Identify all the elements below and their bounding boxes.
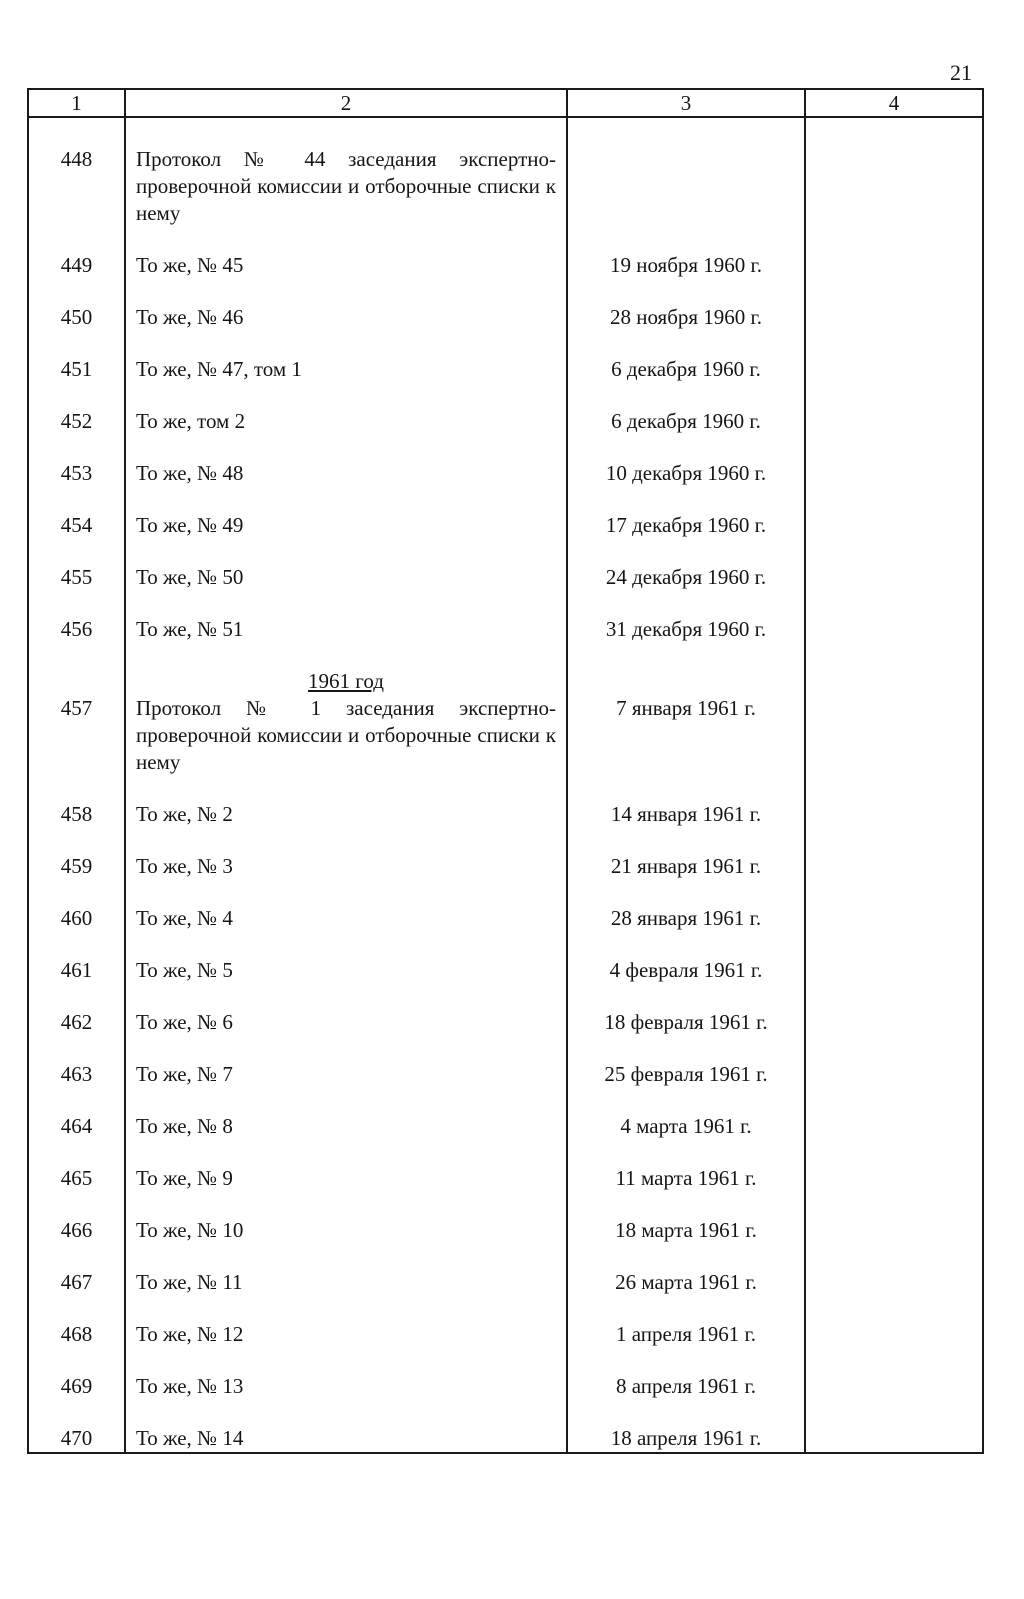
table-row [28, 460, 983, 512]
case-number: 453 [28, 460, 125, 512]
table-row [28, 1165, 983, 1217]
case-title-cell [125, 853, 567, 905]
case-date: 28 января 1961 г. [567, 905, 805, 957]
case-number: 449 [28, 252, 125, 304]
case-title: То же, № 13 [136, 1374, 244, 1398]
case-title: То же, № 10 [136, 1218, 244, 1242]
case-title: То же, № 2 [136, 802, 233, 826]
case-date: 1 апреля 1961 г. [567, 1321, 805, 1373]
case-number: 457 [28, 668, 125, 801]
case-title-cell [125, 252, 567, 304]
case-title: То же, № 14 [136, 1426, 244, 1450]
case-number: 462 [28, 1009, 125, 1061]
case-title-cell [125, 1165, 567, 1217]
case-note [805, 1009, 983, 1061]
case-title: То же, № 45 [136, 253, 244, 277]
year-heading: 1961 год [308, 669, 384, 693]
table-body [28, 117, 983, 1453]
table-row [28, 1061, 983, 1113]
case-title-cell [125, 356, 567, 408]
case-title: То же, том 2 [136, 409, 246, 433]
case-note [805, 408, 983, 460]
case-number: 459 [28, 853, 125, 905]
case-title-cell [125, 1217, 567, 1269]
case-title-cell [125, 905, 567, 957]
column-header-4: 4 [805, 89, 983, 117]
case-title-cell [125, 512, 567, 564]
case-title: То же, № 11 [136, 1270, 243, 1294]
case-number: 448 [28, 117, 125, 252]
table-row [28, 957, 983, 1009]
case-title: Протокол № 1 заседания экспертно-проверочной комиссии и отборочные списки к нему [136, 696, 556, 774]
case-note [805, 512, 983, 564]
case-date: 24 декабря 1960 г. [567, 564, 805, 616]
table-row [28, 616, 983, 668]
table-row [28, 1113, 983, 1165]
table-row [28, 801, 983, 853]
case-note [805, 1321, 983, 1373]
case-title-cell [125, 117, 567, 252]
case-number: 469 [28, 1373, 125, 1425]
case-number: 456 [28, 616, 125, 668]
archive-register-table [27, 88, 984, 1454]
case-date: 18 апреля 1961 г. [567, 1425, 805, 1453]
table-row [28, 1009, 983, 1061]
case-title: То же, № 6 [136, 1010, 233, 1034]
case-title-cell [125, 1269, 567, 1321]
case-date: 4 марта 1961 г. [567, 1113, 805, 1165]
case-number: 455 [28, 564, 125, 616]
case-note [805, 564, 983, 616]
table-row [28, 1373, 983, 1425]
case-title: То же, № 7 [136, 1062, 233, 1086]
case-note [805, 304, 983, 356]
case-title: То же, № 8 [136, 1114, 233, 1138]
column-header-2: 2 [125, 89, 567, 117]
case-title-cell [125, 1113, 567, 1165]
case-number: 470 [28, 1425, 125, 1453]
table-row [28, 1425, 983, 1453]
case-title: То же, № 5 [136, 958, 233, 982]
table-header [28, 89, 983, 117]
case-title: То же, № 50 [136, 565, 244, 589]
case-date: 25 февраля 1961 г. [567, 1061, 805, 1113]
case-title-cell [125, 564, 567, 616]
case-date: 4 февраля 1961 г. [567, 957, 805, 1009]
table-row [28, 356, 983, 408]
case-date: 6 декабря 1960 г. [567, 408, 805, 460]
table-row [28, 1217, 983, 1269]
case-note [805, 356, 983, 408]
table-row [28, 304, 983, 356]
case-title-cell [125, 1373, 567, 1425]
table-row [28, 1321, 983, 1373]
table-row [28, 564, 983, 616]
case-date: 28 ноября 1960 г. [567, 304, 805, 356]
table-row [28, 1269, 983, 1321]
case-date: 31 декабря 1960 г. [567, 616, 805, 668]
case-title: То же, № 47, том 1 [136, 357, 302, 381]
case-note [805, 1061, 983, 1113]
case-date: 11 марта 1961 г. [567, 1165, 805, 1217]
page-number: 21 [950, 60, 972, 85]
case-title-cell [125, 1425, 567, 1453]
case-number: 464 [28, 1113, 125, 1165]
case-number: 454 [28, 512, 125, 564]
case-number: 467 [28, 1269, 125, 1321]
case-date: 18 февраля 1961 г. [567, 1009, 805, 1061]
case-title: То же, № 4 [136, 906, 233, 930]
case-note [805, 853, 983, 905]
column-header-3: 3 [567, 89, 805, 117]
case-number: 452 [28, 408, 125, 460]
case-title-cell [125, 801, 567, 853]
case-title: То же, № 49 [136, 513, 244, 537]
case-note [805, 117, 983, 252]
case-note [805, 1269, 983, 1321]
case-title: То же, № 51 [136, 617, 244, 641]
case-date: 17 декабря 1960 г. [567, 512, 805, 564]
table-row [28, 117, 983, 252]
case-title-cell [125, 957, 567, 1009]
case-title: То же, № 12 [136, 1322, 244, 1346]
case-note [805, 801, 983, 853]
table-row [28, 408, 983, 460]
case-date: 21 января 1961 г. [567, 853, 805, 905]
case-number: 450 [28, 304, 125, 356]
case-note [805, 616, 983, 668]
table-row [28, 512, 983, 564]
case-number: 451 [28, 356, 125, 408]
case-date: 19 ноября 1960 г. [567, 252, 805, 304]
case-note [805, 252, 983, 304]
case-title-cell [125, 408, 567, 460]
case-date: 10 декабря 1960 г. [567, 460, 805, 512]
case-note [805, 905, 983, 957]
case-note [805, 1165, 983, 1217]
case-number: 468 [28, 1321, 125, 1373]
case-title-cell [125, 1009, 567, 1061]
case-number: 465 [28, 1165, 125, 1217]
case-date: 7 января 1961 г. [567, 668, 805, 801]
table-row [28, 668, 983, 801]
case-title: Протокол № 44 заседания экспертно-проверочной комиссии и отборочные списки к нему [136, 147, 556, 225]
case-date: 8 апреля 1961 г. [567, 1373, 805, 1425]
case-date: 18 марта 1961 г. [567, 1217, 805, 1269]
case-title-cell [125, 1061, 567, 1113]
case-note [805, 957, 983, 1009]
case-number: 458 [28, 801, 125, 853]
case-note [805, 1113, 983, 1165]
case-date: 14 января 1961 г. [567, 801, 805, 853]
column-header-1: 1 [28, 89, 125, 117]
case-title-cell [125, 460, 567, 512]
case-note [805, 1217, 983, 1269]
case-number: 461 [28, 957, 125, 1009]
case-note [805, 460, 983, 512]
case-title-cell [125, 304, 567, 356]
case-title: То же, № 3 [136, 854, 233, 878]
case-number: 463 [28, 1061, 125, 1113]
case-title-cell [125, 616, 567, 668]
table-row [28, 905, 983, 957]
table-row [28, 853, 983, 905]
case-date: 26 марта 1961 г. [567, 1269, 805, 1321]
case-title: То же, № 9 [136, 1166, 233, 1190]
case-note [805, 668, 983, 801]
header-row [28, 89, 983, 117]
case-date [567, 117, 805, 252]
case-note [805, 1425, 983, 1453]
case-number: 460 [28, 905, 125, 957]
case-title: То же, № 46 [136, 305, 244, 329]
case-note [805, 1373, 983, 1425]
case-title-cell [125, 668, 567, 801]
table-row [28, 252, 983, 304]
case-title-cell [125, 1321, 567, 1373]
case-title: То же, № 48 [136, 461, 244, 485]
case-number: 466 [28, 1217, 125, 1269]
case-date: 6 декабря 1960 г. [567, 356, 805, 408]
